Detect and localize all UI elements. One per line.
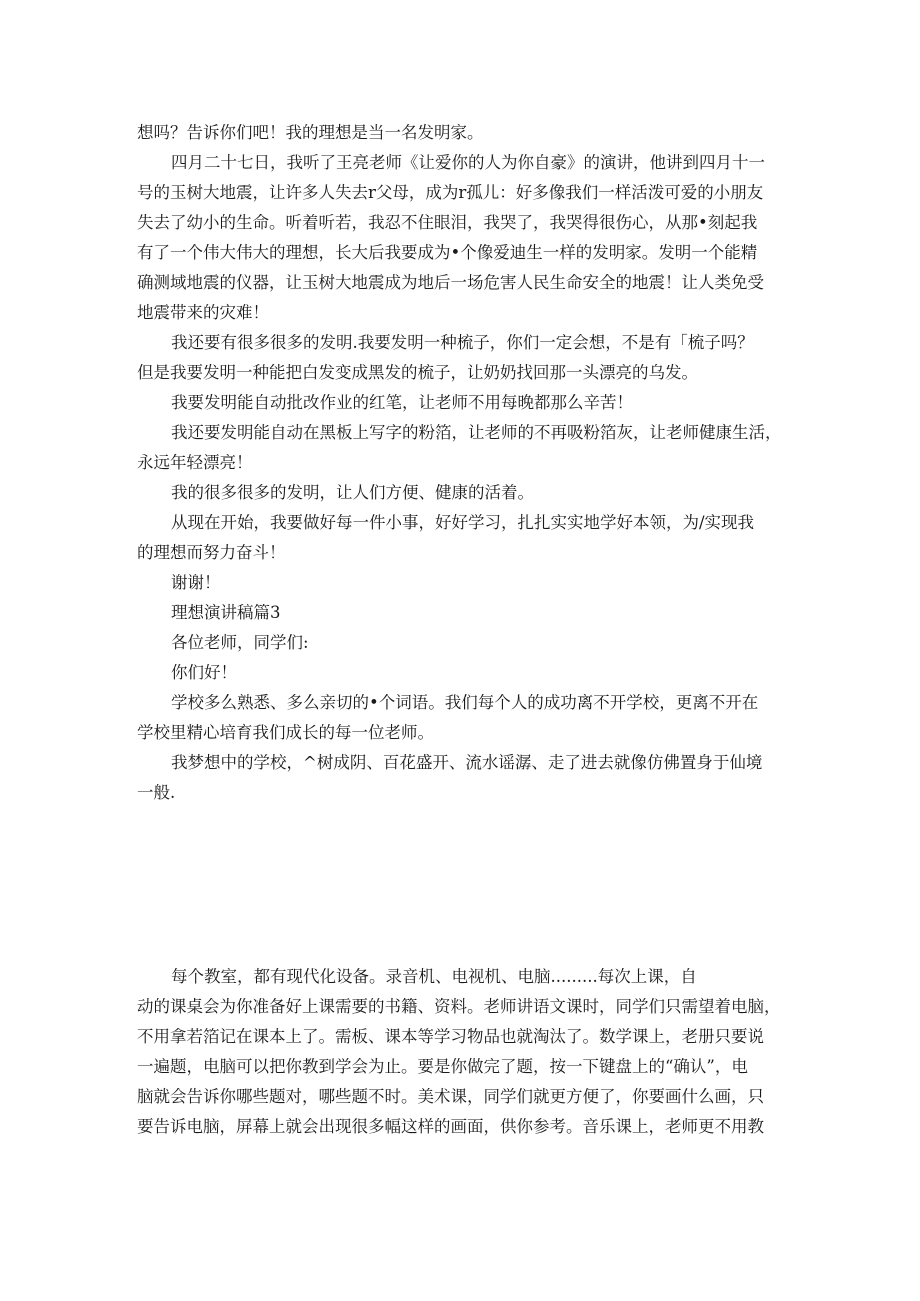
text-line: 我还要发明能自动在黑板上写字的粉箔，让老师的不再吸粉箔灰，让老师健康生活， [171, 423, 782, 442]
text-line: 各位老师，同学们: [171, 633, 309, 652]
text-line: 永远年轻漂亮！ [137, 453, 253, 472]
text-line: 脑就会告诉你哪些题对，哪些题不时。美术课，同学们就更方便了，你要画什么画，只 [137, 1087, 764, 1106]
text-line: 有了一个伟大伟大的理想，长大后我要成为•个像爱迪生一样的发明家。发明一个能精 [137, 243, 758, 262]
text-line: 的理想而努力奋斗！ [137, 543, 286, 562]
text-line: 一遍题，电脑可以把你教到学会为止。要是你做完了题，按一下键盘上的“确认”，电 [137, 1057, 748, 1076]
text-line: 想吗？告诉你们吧！我的理想是当一名发明家。 [137, 123, 484, 142]
text-line: 学校多么熟悉、多么亲切的•个词语。我们每个人的成功离不开学校，更离不开在 [171, 693, 759, 712]
text-line: 我还要有很多很多的发明.我要发明一种梳子，你们一定会想，不是有「梳子吗？ [171, 333, 754, 352]
text-line: 动的课桌会为你准备好上课需要的书籍、资料。老师讲语文课时，同学们只需望着电脑， [137, 997, 781, 1016]
section-heading: 理想演讲稿篇3 [171, 603, 281, 622]
text-line: 号的玉树大地震，让许多人失去r父母，成为r孤儿：好多像我们一样活泼可爱的小朋友 [137, 183, 764, 202]
text-line: 从现在开始，我要做好每一件小事，好好学习，扎扎实实地学好本领，为/实现我 [171, 513, 755, 532]
text-line: 学校里精心培育我们成长的每一位老师。 [137, 723, 434, 742]
text-line: 我梦想中的学校，^树成阴、百花盛开、流水谣潺、走了进去就像仿佛置身于仙境 [171, 753, 763, 772]
text-line: 确测域地震的仪器，让玉树大地震成为地后一场危害人民生命安全的地震！让人类免受 [137, 273, 764, 292]
text-line: 失去了幼小的生命。听着听若，我忍不住眼泪，我哭了，我哭得很伤心，从那•刻起我 [137, 213, 758, 232]
text-line: 我要发明能自动批改作业的红笔，让老师不用每晚都那么辛苦！ [171, 393, 633, 412]
text-line: 但是我要发明一种能把白发变成黑发的梳子，让奶奶找回那一头漂亮的乌发。 [137, 363, 698, 382]
text-line: 你们好！ [171, 663, 237, 682]
text-line: 每个教室，都有现代化设备。录音机、电视机、电脑.........每次上课，自 [171, 967, 697, 986]
text-line: 我的很多很多的发明，让人们方便、健康的活着。 [171, 483, 534, 502]
text-line: 要告诉电脑，屏幕上就会出现很多幅这样的画面，供你参考。音乐课上，老师更不用教 [137, 1117, 764, 1136]
text-line: 不用拿若箔记在课本上了。需板、课本等学习物品也就淘汰了。数学课上，老册只要说 [137, 1027, 764, 1046]
text-line: 谢谢！ [171, 573, 221, 592]
text-line: 地震带来的灾难！ [137, 303, 269, 322]
text-block-2 [137, 962, 782, 1142]
text-line: 四月二十七日，我听了王亮老师《让爱你的人为你自豪》的演讲，他讲到四月十一 [171, 153, 765, 172]
text-line: 一般. [137, 783, 176, 802]
text-block-1 [137, 118, 782, 808]
